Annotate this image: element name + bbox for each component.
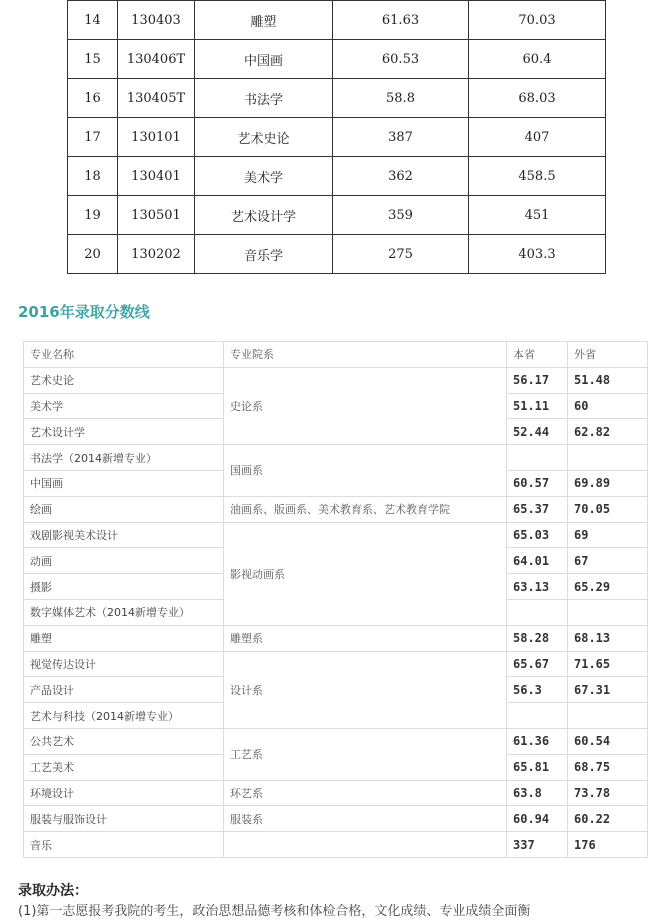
table-row [68, 118, 606, 157]
other-score: 62.82 [568, 419, 648, 445]
major-code: 130501 [118, 196, 195, 235]
major-name: 绘画 [24, 496, 224, 522]
major-name: 数字媒体艺术（2014新增专业） [24, 599, 224, 625]
major-code: 130403 [118, 1, 195, 40]
table-row [68, 196, 606, 235]
row-number: 19 [68, 196, 118, 235]
major-name: 美术学 [195, 157, 333, 196]
local-score: 58.28 [507, 625, 568, 651]
major-name: 环境设计 [24, 780, 224, 806]
local-score: 56.3 [507, 677, 568, 703]
department: 雕塑系 [224, 625, 507, 651]
major-name: 雕塑 [24, 625, 224, 651]
score-2: 407 [469, 118, 606, 157]
major-name: 摄影 [24, 574, 224, 600]
score-2: 68.03 [469, 79, 606, 118]
major-code: 130406T [118, 40, 195, 79]
major-name: 艺术与科技（2014新增专业） [24, 703, 224, 729]
department: 服装系 [224, 806, 507, 832]
table-row [24, 651, 648, 677]
score-2: 60.4 [469, 40, 606, 79]
row-number: 20 [68, 235, 118, 274]
score-2: 451 [469, 196, 606, 235]
header-major: 专业名称 [24, 342, 224, 368]
other-score: 67 [568, 548, 648, 574]
major-name: 中国画 [195, 40, 333, 79]
local-score: 56.17 [507, 367, 568, 393]
other-score: 68.75 [568, 754, 648, 780]
score-1: 60.53 [333, 40, 469, 79]
department: 工艺系 [224, 728, 507, 780]
department: 国画系 [224, 445, 507, 497]
row-number: 17 [68, 118, 118, 157]
local-score: 65.81 [507, 754, 568, 780]
score-1: 362 [333, 157, 469, 196]
major-name: 戏剧影视美术设计 [24, 522, 224, 548]
table-row [24, 625, 648, 651]
major-name: 书法学（2014新增专业） [24, 445, 224, 471]
major-name: 动画 [24, 548, 224, 574]
other-score: 69.89 [568, 470, 648, 496]
major-name: 音乐学 [195, 235, 333, 274]
other-score [568, 599, 648, 625]
department: 油画系、版画系、美术教育系、艺术教育学院 [224, 496, 507, 522]
major-name: 艺术史论 [195, 118, 333, 157]
local-score: 65.67 [507, 651, 568, 677]
header-department: 专业院系 [224, 342, 507, 368]
local-score: 61.36 [507, 728, 568, 754]
other-score [568, 445, 648, 471]
local-score: 63.8 [507, 780, 568, 806]
table-row [68, 79, 606, 118]
major-name: 艺术设计学 [195, 196, 333, 235]
score-1: 387 [333, 118, 469, 157]
row-number: 14 [68, 1, 118, 40]
major-name: 工艺美术 [24, 754, 224, 780]
other-score: 71.65 [568, 651, 648, 677]
method-text: (1)第一志愿报考我院的考生，政治思想品德考核和体检合格，文化成绩、专业成绩全面衡 [18, 904, 531, 919]
department: 史论系 [224, 367, 507, 444]
table-row [24, 445, 648, 471]
major-name: 中国画 [24, 470, 224, 496]
local-score: 65.03 [507, 522, 568, 548]
row-number: 18 [68, 157, 118, 196]
score-2: 458.5 [469, 157, 606, 196]
admission-score-table [23, 341, 648, 858]
other-score: 65.29 [568, 574, 648, 600]
score-table-header-row [24, 342, 648, 368]
local-score: 51.11 [507, 393, 568, 419]
header-other-score: 外省 [568, 342, 648, 368]
table-row [68, 235, 606, 274]
department: 环艺系 [224, 780, 507, 806]
table-row [24, 522, 648, 548]
major-name: 服装与服饰设计 [24, 806, 224, 832]
department [224, 832, 507, 858]
major-name: 艺术史论 [24, 367, 224, 393]
other-score: 60.54 [568, 728, 648, 754]
local-score: 64.01 [507, 548, 568, 574]
other-score: 69 [568, 522, 648, 548]
other-score: 67.31 [568, 677, 648, 703]
local-score: 60.57 [507, 470, 568, 496]
table-row [68, 40, 606, 79]
other-score: 51.48 [568, 367, 648, 393]
major-name: 美术学 [24, 393, 224, 419]
other-score: 60 [568, 393, 648, 419]
row-number: 15 [68, 40, 118, 79]
score-1: 58.8 [333, 79, 469, 118]
major-name: 雕塑 [195, 1, 333, 40]
score-2: 403.3 [469, 235, 606, 274]
table-row [24, 728, 648, 754]
major-name: 音乐 [24, 832, 224, 858]
other-score [568, 703, 648, 729]
score-table-body [24, 367, 648, 857]
score-1: 61.63 [333, 1, 469, 40]
major-code: 130405T [118, 79, 195, 118]
major-name: 艺术设计学 [24, 419, 224, 445]
header-local-score: 本省 [507, 342, 568, 368]
other-score: 73.78 [568, 780, 648, 806]
local-score: 337 [507, 832, 568, 858]
table-row [24, 496, 648, 522]
local-score: 60.94 [507, 806, 568, 832]
department: 影视动画系 [224, 522, 507, 625]
department: 设计系 [224, 651, 507, 728]
method-heading: 录取办法： [18, 883, 88, 899]
score-2: 70.03 [469, 1, 606, 40]
score-1: 359 [333, 196, 469, 235]
table-row [24, 367, 648, 393]
table-row [24, 780, 648, 806]
major-code-table [67, 0, 606, 274]
local-score: 65.37 [507, 496, 568, 522]
major-code: 130202 [118, 235, 195, 274]
row-number: 16 [68, 79, 118, 118]
table-row [24, 806, 648, 832]
local-score: 52.44 [507, 419, 568, 445]
local-score [507, 445, 568, 471]
local-score [507, 703, 568, 729]
score-1: 275 [333, 235, 469, 274]
major-code: 130101 [118, 118, 195, 157]
table-row [68, 1, 606, 40]
local-score: 63.13 [507, 574, 568, 600]
major-name: 产品设计 [24, 677, 224, 703]
major-name: 视觉传达设计 [24, 651, 224, 677]
local-score [507, 599, 568, 625]
other-score: 176 [568, 832, 648, 858]
major-name: 公共艺术 [24, 728, 224, 754]
section-heading: 2016年录取分数线 [18, 303, 150, 321]
other-score: 68.13 [568, 625, 648, 651]
major-name: 书法学 [195, 79, 333, 118]
table-row [24, 832, 648, 858]
other-score: 70.05 [568, 496, 648, 522]
other-score: 60.22 [568, 806, 648, 832]
table-row [68, 157, 606, 196]
major-code: 130401 [118, 157, 195, 196]
major-code-table-body [68, 1, 606, 274]
